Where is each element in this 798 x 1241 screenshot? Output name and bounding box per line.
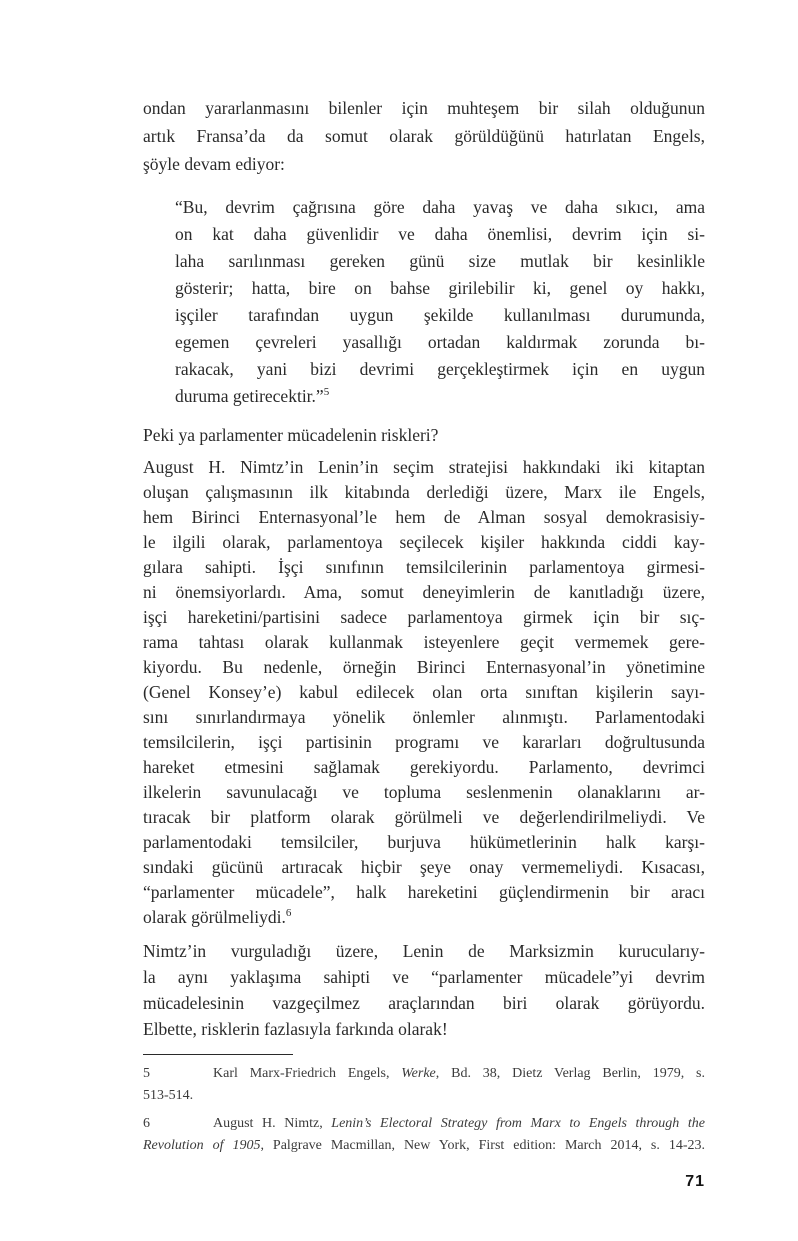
text-line: gılara sahipti. İşçi sınıfının temsilcilerinin parlamentoya girmesi- <box>143 557 705 577</box>
text-line: hareket etmesini sağlamak gerekiyordu. Parlamento, devrimci <box>143 757 705 777</box>
footnote-separator-rule <box>143 1054 293 1055</box>
blockquote-last-line-text: duruma getirecektir.” <box>175 386 324 406</box>
book-page-text-block <box>143 0 705 1191</box>
text-line: rakacak, yani bizi devrimi gerçekleştirmek için en uygun <box>175 359 705 379</box>
footnote-6-line-1 <box>143 1113 705 1135</box>
footnote-6-title-italic-cont: Revolution of 1905 <box>143 1138 261 1153</box>
text-line: sındaki gücünü artıracak hiçbir şeye onay vermemeliydi. Kısacası, <box>143 857 705 877</box>
paragraph-nimtz-marx-engels <box>143 455 705 930</box>
paragraph-closing <box>143 938 705 1042</box>
text-line: işçi hareketini/partisini sadece parlamentoya girmek için bir sıç- <box>143 607 705 627</box>
footnote-5-text: Karl Marx-Friedrich Engels, <box>213 1066 402 1081</box>
footnote-5-line-2 <box>143 1085 705 1107</box>
blockquote-engels <box>175 194 705 410</box>
paragraph-question <box>143 422 705 449</box>
footnote-6-line-2 <box>143 1135 705 1157</box>
text-line: le ilgili olarak, parlamentoya seçilecek kişiler hakkında ciddi kay- <box>143 532 705 552</box>
text-line: artık Fransa’da da somut olarak görüldüğünü hatırlatan Engels, <box>143 126 705 146</box>
paragraph-intro-last-line: şöyle devam ediyor: <box>143 154 285 174</box>
text-line: ilkelerin savunulacağı ve topluma seslenmenin olanaklarını ar- <box>143 782 705 802</box>
text-line: kiyordu. Bu nedenle, örneğin Birinci Enternasyonal’in yönetimine <box>143 657 705 677</box>
footnote-ref-5: 5 <box>323 386 330 399</box>
text-line: tıracak bir platform olarak görülmeli ve değerlendirilmeliydi. Ve <box>143 807 705 827</box>
text-line: hem Birinci Enternasyonal’le hem de Alman sosyal demokrasisiy- <box>143 507 705 527</box>
paragraph-body-last-line-text: olarak görülmeliydi. <box>143 907 286 927</box>
text-line: (Genel Konsey’e) kabul edilecek olan orta sınıftan kişilerin sayı- <box>143 682 705 702</box>
text-line: laha sarılınması gereken günü size mutlak bir kesinlikle <box>175 251 705 271</box>
page-number: 71 <box>685 1173 705 1190</box>
footnote-area <box>143 1054 705 1157</box>
footnote-5 <box>143 1063 705 1107</box>
footnote-ref-6: 6 <box>285 907 292 920</box>
paragraph-closing-last-line: Elbette, risklerin fazlasıyla farkında olarak! <box>143 1019 448 1039</box>
text-line: mücadelesinin vazgeçilmez araçlarından biri olarak görüyordu. <box>143 993 705 1013</box>
text-line: Nimtz’in vurguladığı üzere, Lenin de Marksizmin kurucularıy- <box>143 941 705 961</box>
text-line: gösterir; hatta, bire on bahse girilebilir ki, genel oy hakkı, <box>175 278 705 298</box>
text-line: temsilcilerin, işçi partisinin programı ve kararları doğrultusunda <box>143 732 705 752</box>
text-line: oluşan çalışmasının ilk kitabında derlediği üzere, Marx ile Engels, <box>143 482 705 502</box>
text-line: ni önemsiyorlardı. Ama, somut deneyimlerin de kanıtladığı üzere, <box>143 582 705 602</box>
footnote-5-number: 5 <box>143 1066 150 1081</box>
text-line: sını sınırlandırmaya yönelik önlemler alınmıştı. Parlamentodaki <box>143 707 705 727</box>
text-line: la aynı yaklaşıma sahipti ve “parlamenter mücadele”yi devrim <box>143 967 705 987</box>
paragraph-question-text: Peki ya parlamenter mücadelenin riskleri? <box>143 425 439 445</box>
paragraph-body-last-line <box>143 905 705 930</box>
text-line: egemen çevreleri yasallığı ortadan kaldırmak zorunda bı- <box>175 332 705 352</box>
footnote-5-line-1 <box>143 1063 705 1085</box>
footnote-6-number: 6 <box>143 1116 150 1131</box>
text-line: parlamentodaki temsilciler, burjuva hükümetlerinin halk karşı- <box>143 832 705 852</box>
text-line: işçiler tarafından uygun şekilde kullanılması durumunda, <box>175 305 705 325</box>
text-line: “Bu, devrim çağrısına göre daha yavaş ve daha sıkıcı, ama <box>175 197 705 217</box>
text-line: rama tahtası olarak kullanmak isteyenlere geçit vermemek gere- <box>143 632 705 652</box>
text-line: ondan yararlanmasını bilenler için muhteşem bir silah olduğunun <box>143 98 705 118</box>
footnote-6-text-cont: , Palgrave Macmillan, New York, First edition: March 2014, s. 14-23. <box>260 1138 705 1153</box>
footnote-6 <box>143 1113 705 1157</box>
text-line: August H. Nimtz’in Lenin’in seçim stratejisi hakkındaki iki kitaptan <box>143 457 705 477</box>
blockquote-last-line <box>175 383 705 410</box>
footnote-5-text-cont: , Bd. 38, Dietz Verlag Berlin, 1979, s. <box>435 1066 705 1081</box>
footnote-5-pages: 513-514. <box>143 1088 194 1103</box>
footnote-5-title-italic: Werke <box>401 1066 436 1081</box>
footnote-6-text: August H. Nimtz, <box>213 1116 332 1131</box>
text-line: “parlamenter mücadele”, halk hareketini güçlendirmenin bir aracı <box>143 882 705 902</box>
footnote-6-title-italic: Lenin’s Electoral Strategy from Marx to Engels through the <box>331 1116 705 1131</box>
paragraph-intro <box>143 94 705 178</box>
text-line: on kat daha güvenlidir ve daha önemlisi, devrim için si- <box>175 224 705 244</box>
